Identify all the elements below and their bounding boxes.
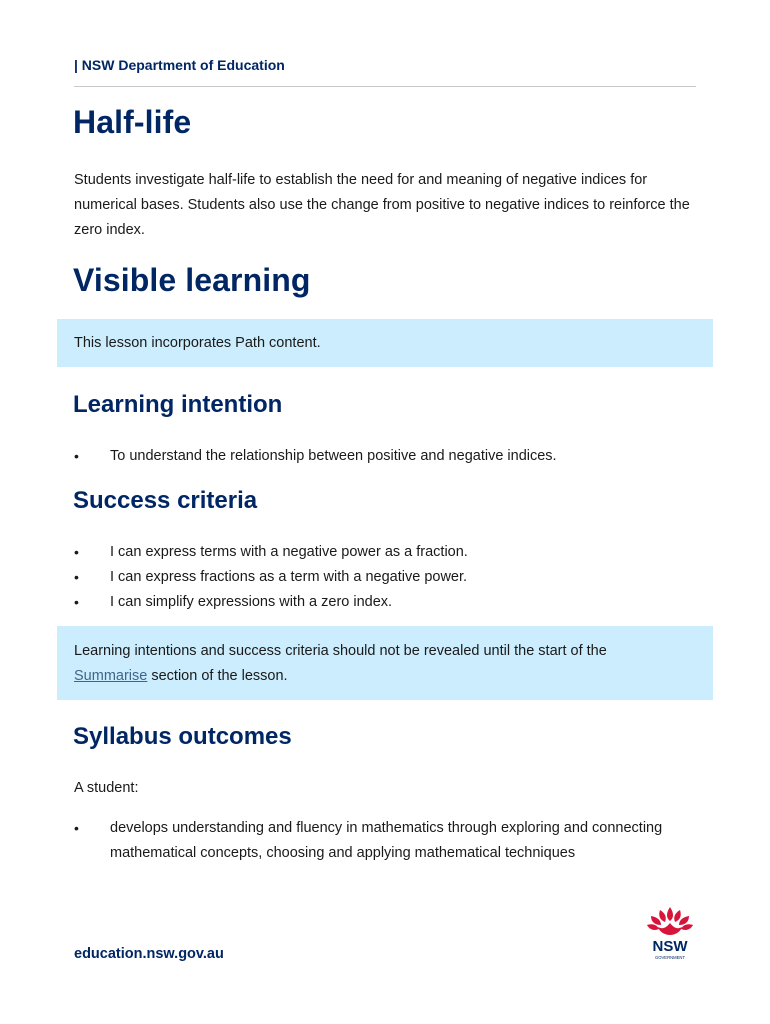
bullet-icon: • (74, 569, 79, 585)
list-item-text: I can express terms with a negative power as a fraction. (110, 544, 468, 560)
nsw-government-logo (640, 905, 700, 965)
note-text-end: section of the lesson. (147, 668, 288, 684)
list-item-text: To understand the relationship between positive and negative indices. (110, 448, 557, 464)
success-criteria-heading: Success criteria (73, 487, 258, 514)
page-title: Half-life (73, 104, 192, 140)
success-criteria-note-callout (57, 626, 713, 700)
header-divider (74, 86, 696, 87)
list-item-text: develops understanding and fluency in mathematics through exploring and connecting mathematical concepts, choosing and applying mathematical techniques (110, 820, 663, 861)
intro-paragraph: Students investigate half-life to establish the need for and meaning of negative indices for numerical bases. Students also use the change from positive to negative indices to reinforce the zero index. (74, 172, 690, 238)
list-item (74, 565, 704, 590)
path-content-callout (57, 319, 713, 367)
visible-learning-heading: Visible learning (73, 262, 311, 298)
syllabus-outcomes-list (74, 816, 694, 866)
syllabus-lead: A student: (74, 780, 139, 796)
bullet-icon: • (74, 448, 79, 464)
bullet-icon: • (74, 594, 79, 610)
department-header: | NSW Department of Education (74, 57, 285, 73)
footer-url: education.nsw.gov.au (74, 946, 224, 962)
list-item-text: I can express fractions as a term with a negative power. (110, 569, 468, 585)
logo-nsw-text: NSW (652, 938, 688, 955)
learning-intention-heading: Learning intention (73, 391, 283, 418)
bullet-icon: • (74, 820, 79, 836)
syllabus-outcomes-heading: Syllabus outcomes (73, 723, 292, 750)
list-item-text: I can simplify expressions with a zero index. (110, 594, 393, 610)
list-item (74, 816, 694, 866)
list-item (74, 540, 704, 565)
list-item (74, 590, 704, 615)
waratah-icon (647, 907, 693, 935)
bullet-icon: • (74, 544, 79, 560)
success-criteria-list (74, 540, 704, 615)
summarise-link[interactable]: Summarise (74, 668, 148, 684)
path-content-text: This lesson incorporates Path content. (74, 335, 321, 351)
logo-government-text: GOVERNMENT (654, 955, 686, 960)
note-text: Learning intentions and success criteria should not be revealed until the start of the (74, 643, 607, 659)
learning-intention-list (74, 444, 704, 469)
list-item (74, 444, 704, 469)
